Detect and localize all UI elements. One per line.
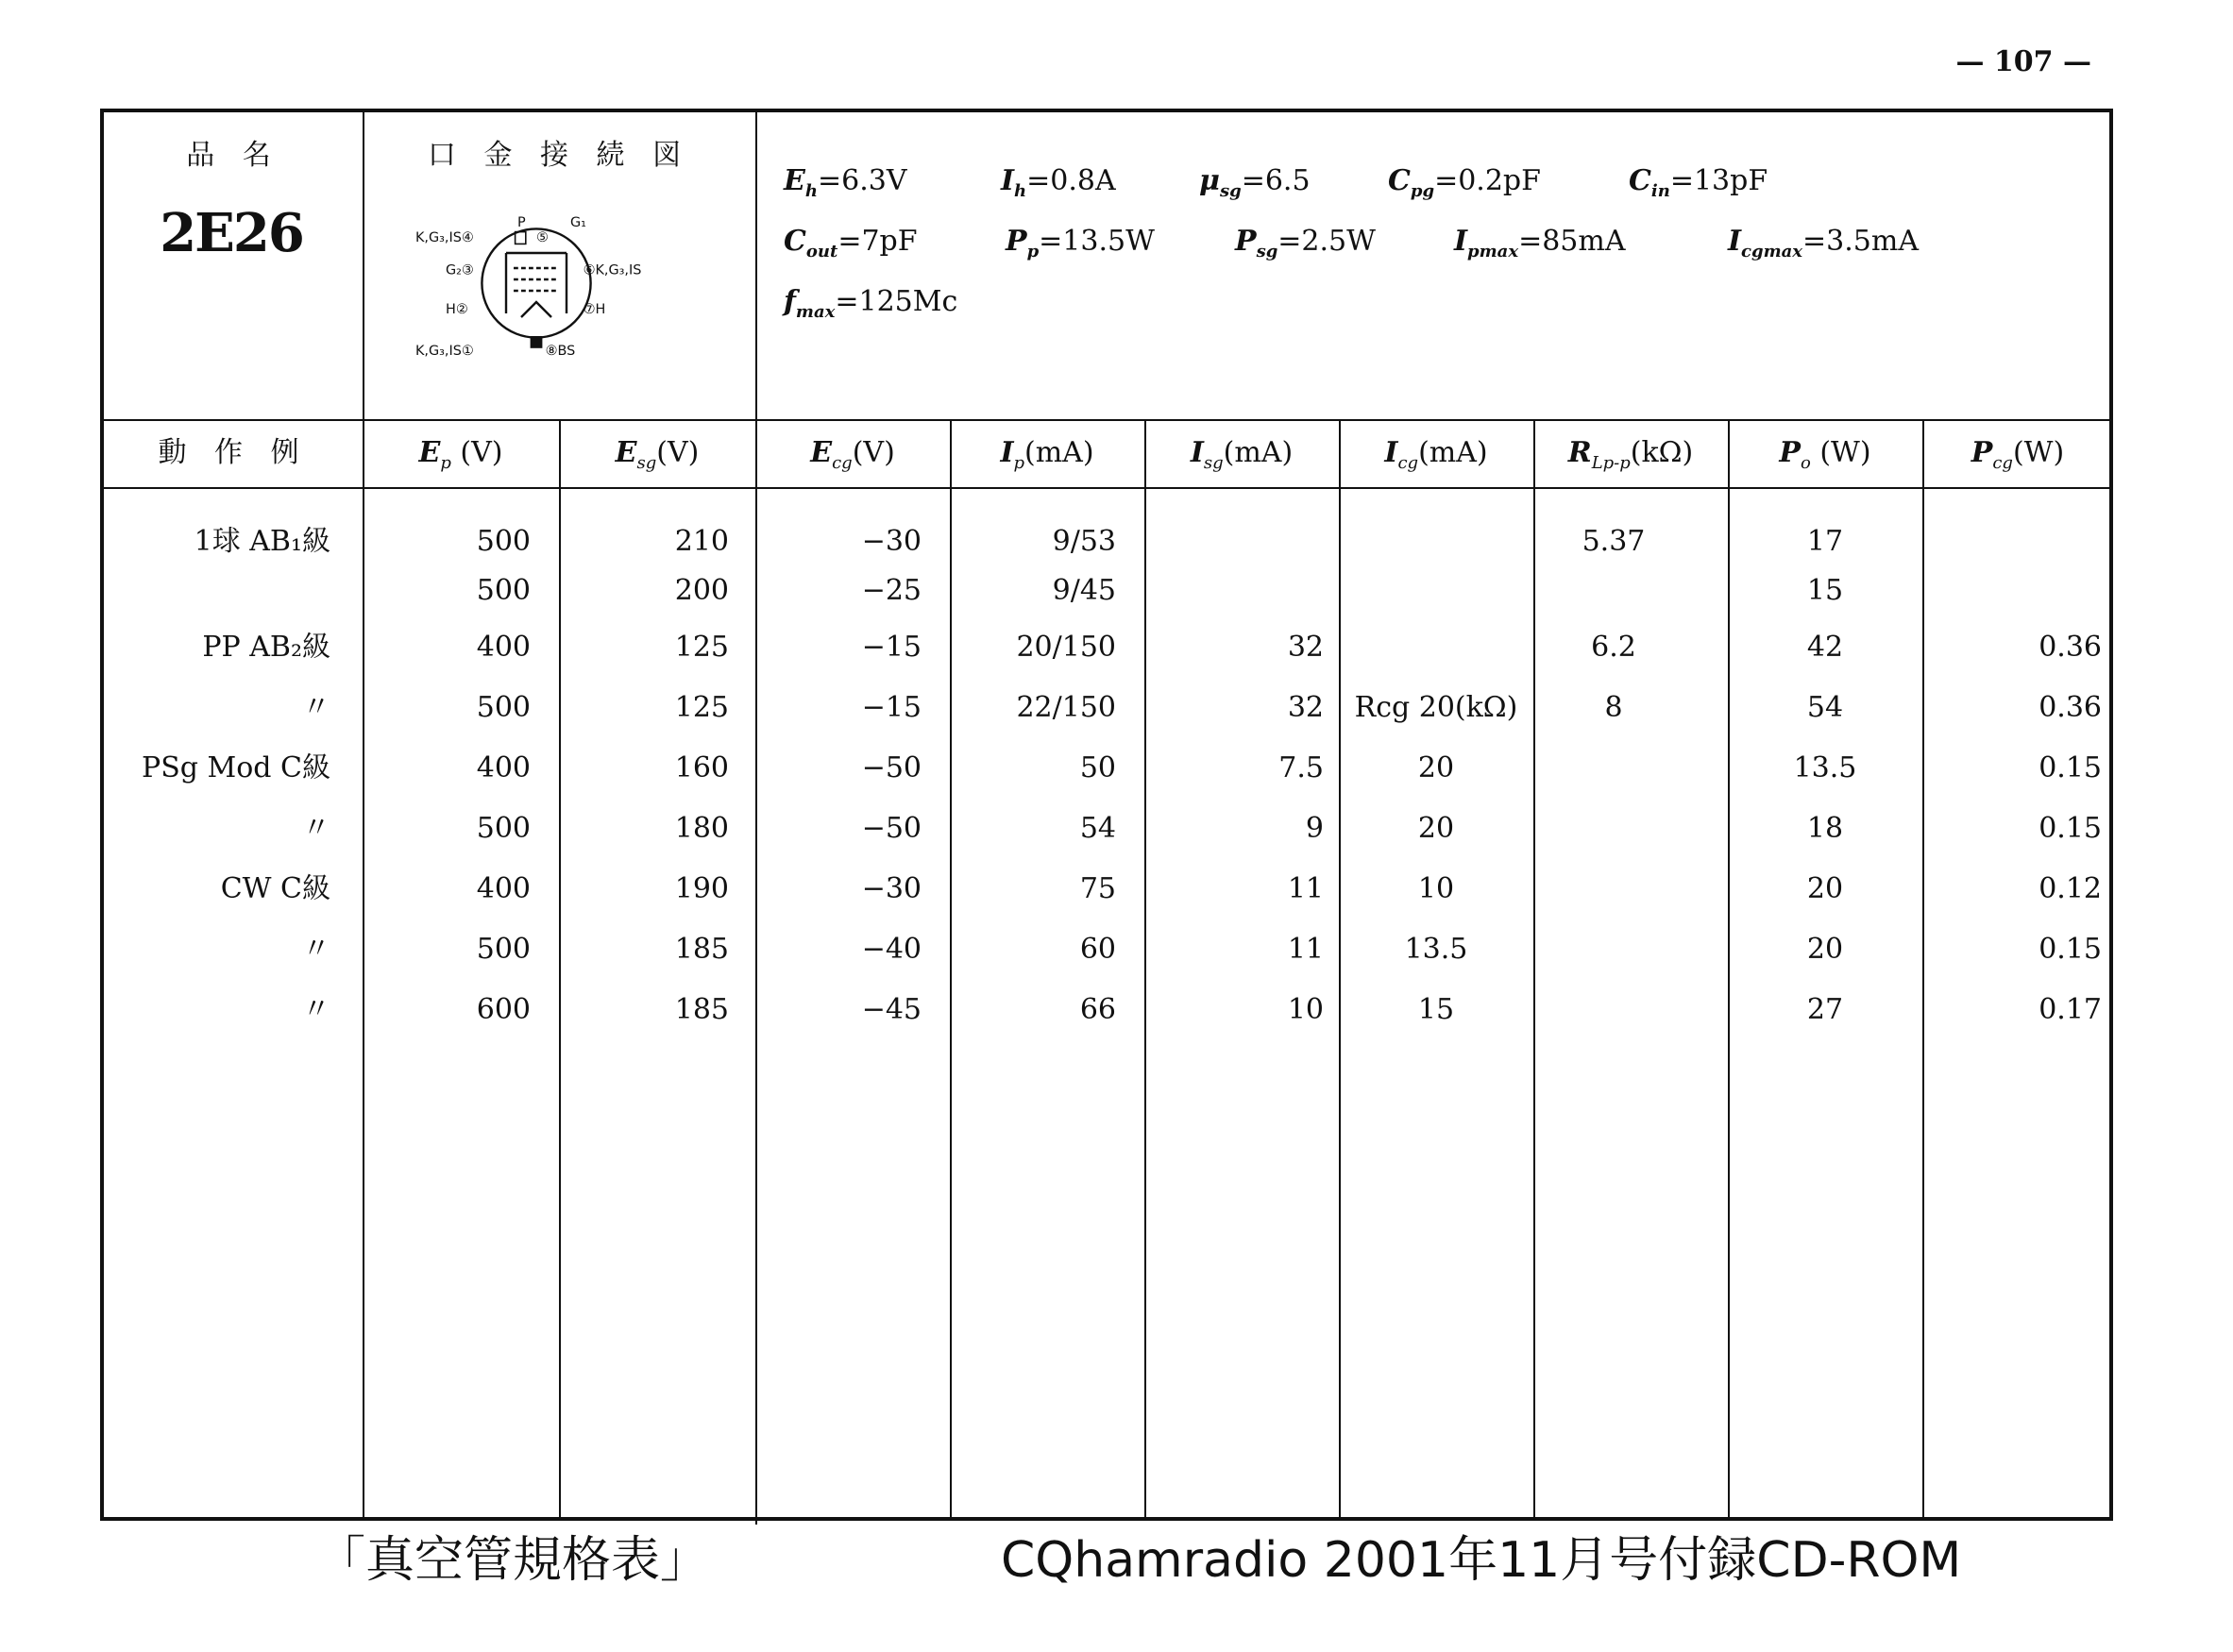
pin-5-label: ⑤ (536, 230, 549, 245)
cell-ep: 600 (476, 993, 531, 1026)
spec-block (784, 164, 2096, 346)
cell-ep: 500 (476, 812, 531, 845)
cell-ecg: −15 (861, 631, 922, 664)
cell-po: 13.5 (1793, 751, 1857, 784)
cell-isg: 10 (1287, 993, 1324, 1026)
spec-musg: $\mu_{sg}=6.5$ (1199, 164, 1311, 201)
spec-line-2 (784, 225, 2096, 285)
cell-ecg: −15 (861, 691, 922, 724)
table-row (104, 748, 2109, 789)
cell-rl: 5.37 (1582, 525, 1646, 558)
cell-pcg: 0.15 (2038, 812, 2102, 845)
cell-ip: 54 (1079, 812, 1116, 845)
header-ecg: $E_{cg}(V)$ (810, 436, 895, 473)
spec-pp: $P_p=13.5W$ (1006, 225, 1155, 261)
cell-esg: 125 (674, 691, 729, 724)
cell-ecg: −30 (861, 872, 922, 905)
cell-ecg: −40 (861, 933, 922, 966)
spec-psg: $P_{sg}=2.5W$ (1235, 225, 1376, 261)
header-isg: $I_{sg}(mA)$ (1190, 436, 1294, 473)
divider (104, 487, 2109, 489)
cell-isg: 32 (1287, 631, 1324, 664)
page-number: — 107 — (1955, 45, 2091, 78)
spec-cpg: $C_{pg}=0.2pF$ (1388, 164, 1541, 201)
header-po: $P_o$ (W) (1779, 436, 1871, 473)
cell-icg: 10 (1417, 872, 1455, 905)
cell-ip: 60 (1079, 933, 1116, 966)
cell-po: 18 (1806, 812, 1844, 845)
spec-eh: $E_h=6.3V$ (784, 164, 907, 201)
cell-ip: 50 (1079, 751, 1116, 784)
cell-esg: 210 (674, 525, 729, 558)
spec-cin: $C_{in}=13pF$ (1629, 164, 1768, 201)
pin-6-label: ⑥K,G₃,IS (583, 262, 642, 278)
cell-label: 〃 (302, 812, 330, 845)
header-ep: $E_p$ (V) (418, 436, 503, 473)
footer-source: CQhamradio 2001年11月号付録CD-ROM (1001, 1532, 1962, 1589)
table-row (104, 989, 2109, 1031)
cell-pcg: 0.12 (2038, 872, 2102, 905)
header-rlpp: $R_{Lp-p}(k\Omega)$ (1567, 436, 1694, 473)
cell-ip: 9/45 (1052, 574, 1116, 607)
cell-esg: 180 (674, 812, 729, 845)
cell-ecg: −50 (861, 812, 922, 845)
cell-ip: 20/150 (1016, 631, 1116, 664)
pin-1-label: K,G₃,IS① (415, 344, 474, 359)
spec-cout: $C_{out}=7pF$ (784, 225, 918, 261)
cell-ep: 500 (476, 525, 531, 558)
cell-isg: 11 (1287, 933, 1324, 966)
cell-isg: 11 (1287, 872, 1324, 905)
cell-label: 〃 (302, 691, 330, 724)
cell-po: 20 (1806, 933, 1844, 966)
pin-p-label: P (517, 215, 526, 230)
cell-icg: 13.5 (1404, 933, 1468, 966)
spec-ih: $I_h=0.8A$ (1001, 164, 1116, 201)
cell-po: 42 (1806, 631, 1844, 664)
cell-esg: 200 (674, 574, 729, 607)
spec-sheet (100, 109, 2113, 1521)
cell-label: CW C級 (220, 872, 330, 905)
pin-8-label: ⑧BS (545, 344, 576, 359)
cell-po: 27 (1806, 993, 1844, 1026)
cell-ip: 75 (1079, 872, 1116, 905)
pin-3-label: G₂③ (446, 262, 474, 278)
table-row (104, 627, 2109, 668)
cell-ecg: −50 (861, 751, 922, 784)
cell-esg: 190 (674, 872, 729, 905)
cell-isg: 32 (1287, 691, 1324, 724)
tube-socket-diagram (415, 178, 793, 396)
table-row (104, 868, 2109, 910)
cell-po: 20 (1806, 872, 1844, 905)
spec-line-3 (784, 285, 2096, 346)
table-header (104, 419, 2109, 487)
cell-isg: 7.5 (1278, 751, 1324, 784)
cell-esg: 160 (674, 751, 729, 784)
cell-ip: 66 (1079, 993, 1116, 1026)
header-icg: $I_{cg}(mA)$ (1384, 436, 1488, 473)
cell-icg: Rcg 20(kΩ) (1354, 691, 1518, 724)
cell-pcg: 0.36 (2038, 691, 2102, 724)
label-socket: 口 金 接 続 図 (427, 139, 691, 172)
cell-esg: 185 (674, 993, 729, 1026)
cell-label: PSg Mod C級 (142, 751, 330, 784)
cell-ecg: −45 (861, 993, 922, 1026)
cell-icg: 20 (1417, 751, 1455, 784)
table-row (104, 570, 2109, 612)
header-ip: $I_p(mA)$ (1000, 436, 1094, 473)
cell-pcg: 0.36 (2038, 631, 2102, 664)
cell-pcg: 0.15 (2038, 933, 2102, 966)
cell-ep: 500 (476, 574, 531, 607)
cell-ep: 500 (476, 691, 531, 724)
header-esg: $E_{sg}(V)$ (615, 436, 700, 473)
cell-ep: 500 (476, 933, 531, 966)
spec-fmax: $f_{max}=125Mc$ (784, 285, 958, 322)
cell-po: 54 (1806, 691, 1844, 724)
pin-g1-label: G₁ (570, 215, 586, 230)
pin-2-label: H② (446, 302, 468, 317)
cell-pcg: 0.15 (2038, 751, 2102, 784)
table-row (104, 687, 2109, 729)
cell-icg: 15 (1417, 993, 1455, 1026)
cell-label: 1球 AB₁級 (194, 525, 330, 558)
cell-label: PP AB₂級 (202, 631, 330, 664)
cell-rl: 6.2 (1591, 631, 1636, 664)
cell-ecg: −30 (861, 525, 922, 558)
cell-label: 〃 (302, 933, 330, 966)
table-row (104, 521, 2109, 563)
footer-title: 「真空管規格表」 (316, 1532, 710, 1589)
cell-ep: 400 (476, 631, 531, 664)
table-row (104, 929, 2109, 970)
cell-ip: 9/53 (1052, 525, 1116, 558)
header-dousa: 動 作 例 (158, 436, 309, 469)
cell-ip: 22/150 (1016, 691, 1116, 724)
pin-4-label: K,G₃,IS④ (415, 230, 474, 245)
label-hinmei: 品 名 (186, 139, 280, 172)
table-row (104, 808, 2109, 850)
spec-line-1 (784, 164, 2096, 225)
cell-ep: 400 (476, 751, 531, 784)
cell-label: 〃 (302, 993, 330, 1026)
model-name: 2E26 (160, 202, 303, 264)
cell-ep: 400 (476, 872, 531, 905)
pin-7-label: ⑦H (583, 302, 606, 317)
cell-esg: 185 (674, 933, 729, 966)
spec-icgmax: $I_{cgmax}=3.5mA$ (1728, 225, 1920, 261)
cell-ecg: −25 (861, 574, 922, 607)
cell-po: 17 (1806, 525, 1844, 558)
cell-icg: 20 (1417, 812, 1455, 845)
header-pcg: $P_{cg}(W)$ (1971, 436, 2065, 473)
cell-esg: 125 (674, 631, 729, 664)
cell-pcg: 0.17 (2038, 993, 2102, 1026)
cell-po: 15 (1806, 574, 1844, 607)
spec-ipmax: $I_{pmax}=85mA$ (1454, 225, 1626, 261)
cell-isg: 9 (1305, 812, 1324, 845)
cell-rl: 8 (1604, 691, 1623, 724)
